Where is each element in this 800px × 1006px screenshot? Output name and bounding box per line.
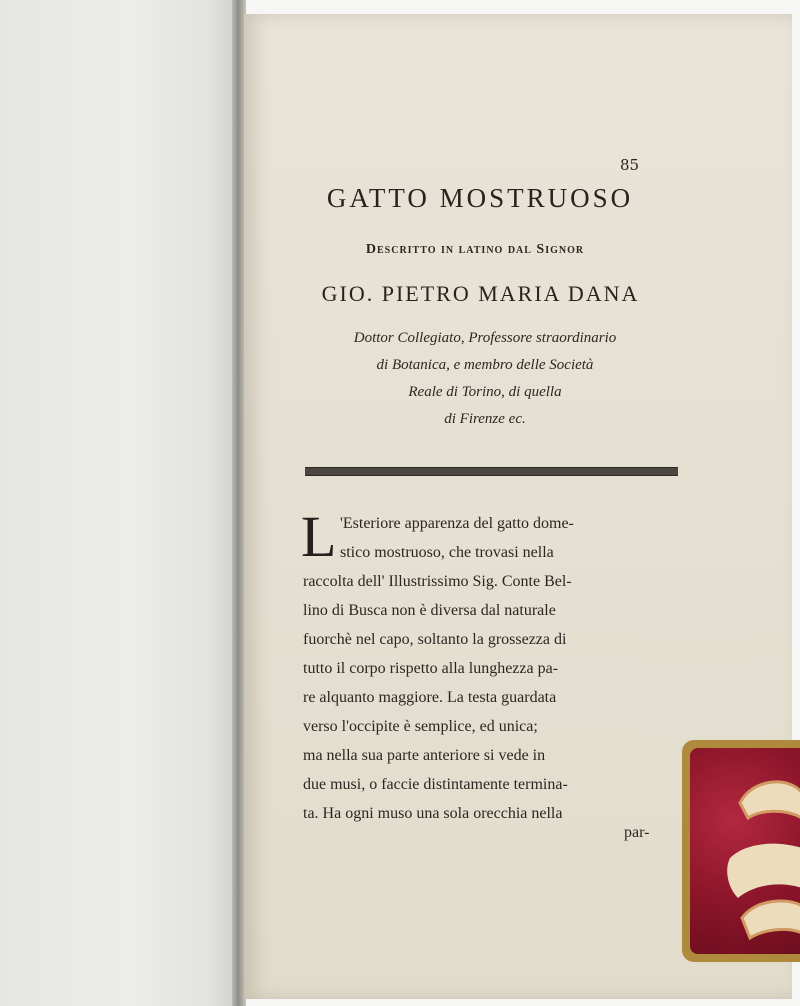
badge-emblem-icon [690,748,800,954]
affiliation-line: Dottor Collegiato, Professore straordinario [353,330,617,346]
enamel-badge [682,740,800,962]
ornamental-rule [305,467,678,476]
subtitle: Descritto in latino dal Signor [365,242,585,257]
body-line: fuorchè nel capo, soltanto la grossezza di [303,631,567,648]
catchword: par- [624,824,650,841]
left-page [0,0,238,1006]
drop-cap: L [301,504,337,569]
body-line: verso l'occipite è semplice, ed unica; [303,718,538,735]
badge-enamel-field [690,748,800,954]
body-line: 'Esteriore apparenza del gatto dome- [340,515,574,532]
author-name: GIO. PIETRO MARIA DANA [321,281,640,306]
body-line: stico mostruoso, che trovasi nella [340,544,554,561]
body-line: re alquanto maggiore. La testa guardata [303,689,557,706]
body-line: tutto il corpo rispetto alla lunghezza pa- [303,660,559,677]
body-line: ma nella sua parte anteriore si vede in [303,747,546,764]
affiliation-line: di Botanica, e membro delle Società [376,357,594,373]
body-line: due musi, o faccie distintamente termina- [303,776,568,793]
page-number: 85 [620,156,640,174]
body-line: lino di Busca non è diversa dal naturale [303,602,556,619]
body-line: ta. Ha ogni muso una sola orecchia nella [303,805,563,822]
page-title: GATTO MOSTRUOSO [326,183,634,213]
affiliation-line: Reale di Torino, di quella [408,384,562,400]
affiliation-line: di Firenze ec. [444,411,526,427]
body-line: raccolta dell' Illustrissimo Sig. Conte Bel- [303,573,572,590]
